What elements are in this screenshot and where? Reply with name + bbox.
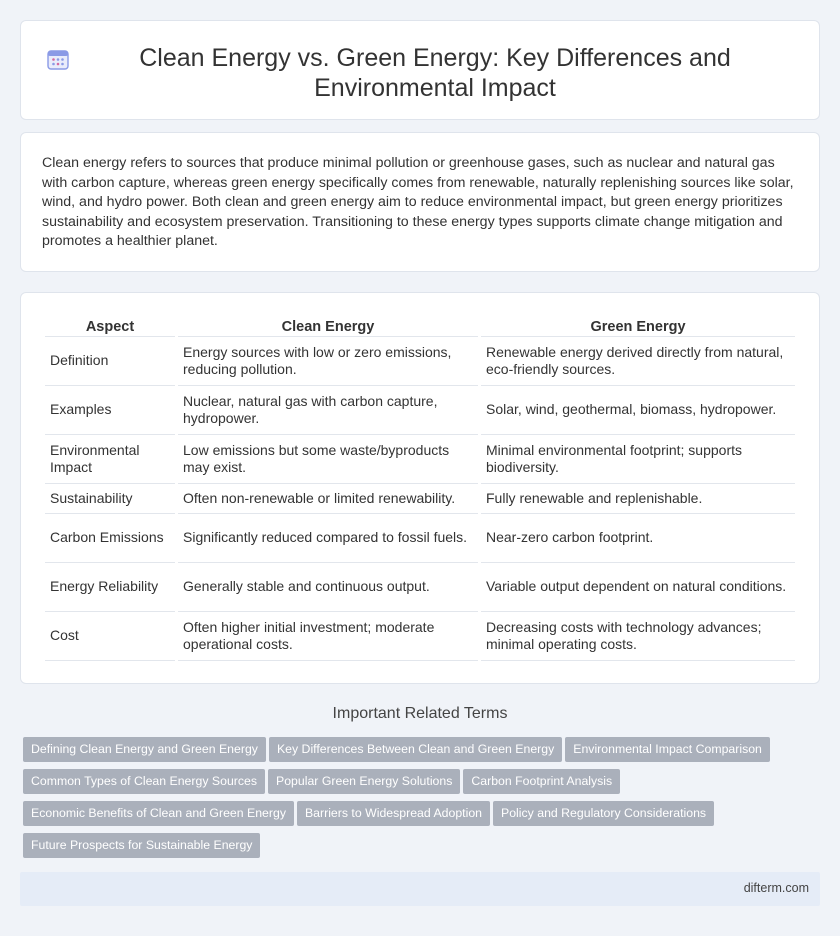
- green-energy-cell: Renewable energy derived directly from natural, eco-friendly sources.: [481, 337, 795, 386]
- aspect-cell: Sustainability: [45, 484, 175, 514]
- comparison-table: [42, 315, 798, 661]
- green-energy-cell: Decreasing costs with technology advances; minimal operating costs.: [481, 612, 795, 661]
- aspect-cell: Cost: [45, 612, 175, 661]
- related-term-tag[interactable]: Common Types of Clean Energy Sources: [23, 769, 265, 794]
- column-header-aspect: Aspect: [45, 315, 175, 337]
- related-term-tag[interactable]: Future Prospects for Sustainable Energy: [23, 833, 260, 858]
- aspect-cell: Environmental Impact: [45, 435, 175, 484]
- green-energy-cell: Minimal environmental footprint; supports biodiversity.: [481, 435, 795, 484]
- related-terms-list: [23, 737, 783, 865]
- comparison-card: [20, 292, 820, 684]
- site-name[interactable]: difterm.com: [743, 881, 809, 895]
- related-term-tag[interactable]: Key Differences Between Clean and Green Energy: [269, 737, 562, 762]
- clean-energy-cell: Often non-renewable or limited renewability.: [178, 484, 478, 514]
- table-row: [45, 563, 795, 612]
- related-term-tag[interactable]: Carbon Footprint Analysis: [463, 769, 620, 794]
- clean-energy-cell: Generally stable and continuous output.: [178, 563, 478, 612]
- green-energy-cell: Variable output dependent on natural conditions.: [481, 563, 795, 612]
- clean-energy-cell: Low emissions but some waste/byproducts may exist.: [178, 435, 478, 484]
- related-terms-heading: Important Related Terms: [332, 705, 508, 722]
- green-energy-cell: Fully renewable and replenishable.: [481, 484, 795, 514]
- column-header-clean-energy: Clean Energy: [178, 315, 478, 337]
- clean-energy-cell: Nuclear, natural gas with carbon capture, hydropower.: [178, 386, 478, 435]
- related-term-tag[interactable]: Barriers to Widespread Adoption: [297, 801, 490, 826]
- green-energy-cell: Near-zero carbon footprint.: [481, 514, 795, 563]
- aspect-cell: Carbon Emissions: [45, 514, 175, 563]
- aspect-cell: Energy Reliability: [45, 563, 175, 612]
- related-term-tag[interactable]: Defining Clean Energy and Green Energy: [23, 737, 266, 762]
- table-row: [45, 612, 795, 661]
- aspect-cell: Definition: [45, 337, 175, 386]
- clean-energy-cell: Often higher initial investment; moderate operational costs.: [178, 612, 478, 661]
- page-title: Clean Energy vs. Green Energy: Key Differences and Environmental Impact: [139, 44, 731, 102]
- table-row: [45, 484, 795, 514]
- aspect-cell: Examples: [45, 386, 175, 435]
- table-row: [45, 386, 795, 435]
- related-term-tag[interactable]: Popular Green Energy Solutions: [268, 769, 460, 794]
- table-row: [45, 337, 795, 386]
- table-row: [45, 514, 795, 563]
- related-term-tag[interactable]: Environmental Impact Comparison: [565, 737, 770, 762]
- footer: [20, 872, 820, 906]
- title-card: [20, 20, 820, 120]
- table-row: [45, 435, 795, 484]
- clean-energy-cell: Significantly reduced compared to fossil fuels.: [178, 514, 478, 563]
- column-header-green-energy: Green Energy: [481, 315, 795, 337]
- intro-card: [20, 132, 820, 272]
- green-energy-cell: Solar, wind, geothermal, biomass, hydropower.: [481, 386, 795, 435]
- table-header-row: [45, 315, 795, 337]
- related-term-tag[interactable]: Economic Benefits of Clean and Green Energy: [23, 801, 294, 826]
- related-term-tag[interactable]: Policy and Regulatory Considerations: [493, 801, 714, 826]
- clean-energy-cell: Energy sources with low or zero emissions, reducing pollution.: [178, 337, 478, 386]
- intro-paragraph: Clean energy refers to sources that produce minimal pollution or greenhouse gases, such as nuclear and natural gas with carbon capture, whereas green energy specifically comes from renewable, naturally replenishing sources like solar, wind, and hydro power. Both clean and green energy aim to reduce environmental impact, but green energy prioritizes sustainability and ecosystem preservation. Transitioning to these energy types supports climate change mitigation and promotes a healthier planet.: [42, 155, 794, 250]
